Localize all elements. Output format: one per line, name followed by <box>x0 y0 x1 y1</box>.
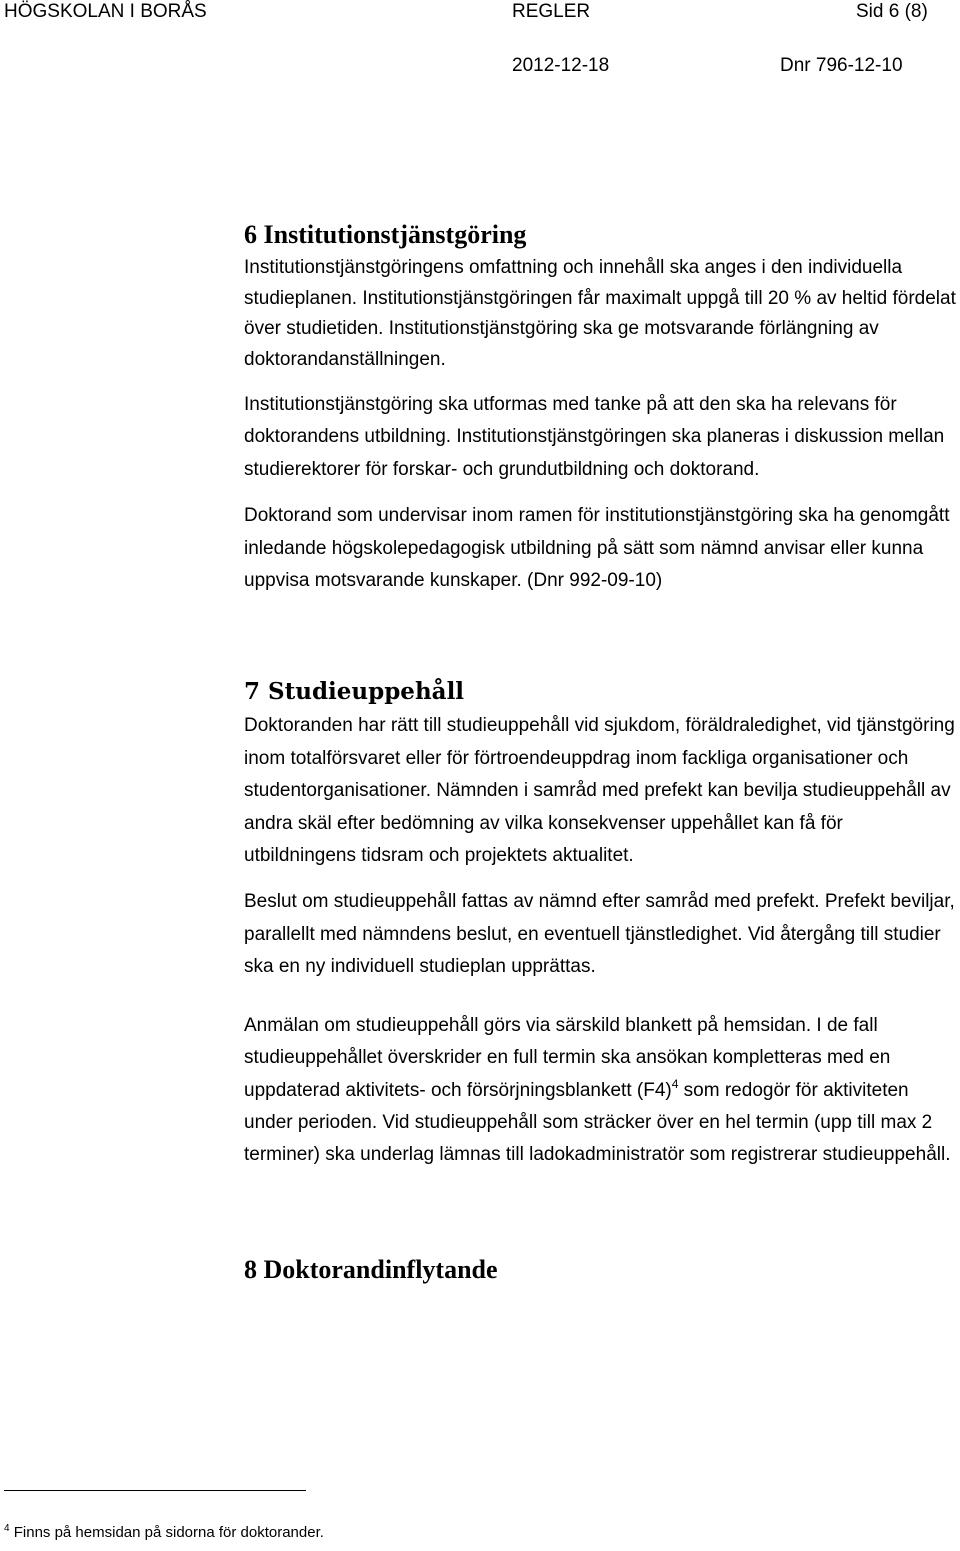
section-6-heading: 6 Institutionstjänstgöring <box>244 220 527 249</box>
section-8-heading: 8 Doktorandinflytande <box>244 1254 498 1284</box>
section-7-heading: 7 Studieuppehåll <box>244 678 465 706</box>
paragraph-text: Anmälan om studieuppehåll görs via särskild blankett på hemsidan. I de fall studieuppehållet överskrider en full termin ska ansökan kompletteras med en uppdaterad aktivitets- och försörjningsblankett (F4) <box>244 1014 891 1101</box>
section-6-paragraph-3: Doktorand som undervisar inom ramen för institutionstjänstgöring ska ha genomgått inledande högskolepedagogisk utbildning på sätt som nämnd anvisar eller kunna uppvisa motsvarande kunskaper. (Dnr 992-09-10) <box>244 505 950 592</box>
footnote-number: 4 <box>4 1523 10 1534</box>
section-7-paragraph-2: Beslut om studieuppehåll fattas av nämnd efter samråd med prefekt. Prefekt beviljar, parallellt med nämndens beslut, en eventuell tjänstledighet. Vid återgång till studier ska en ny individuell studieplan upprättas. <box>244 891 955 978</box>
footnote-separator <box>4 1490 306 1491</box>
header-organization: HÖGSKOLAN I BORÅS <box>4 1 207 22</box>
paragraph-text: som redogör för aktiviteten under perioden. Vid studieuppehåll som sträcker över en hel termin (upp till max 2 terminer) ska underlag lämnas till ladokadministratör som registrerar studieuppehåll. <box>244 1079 951 1166</box>
header-registration-number: Dnr 796-12-10 <box>780 55 903 76</box>
section-7-paragraph-3 <box>244 1010 956 1172</box>
footnote-text: Finns på hemsidan på sidorna för doktorander. <box>9 1524 324 1541</box>
document-body <box>244 215 956 1288</box>
header-page-number: Sid 6 (8) <box>856 1 928 22</box>
section-6-paragraph-1: Institutionstjänstgöringens omfattning och innehåll ska anges i den individuella studieplanen. Institutionstjänstgöringen får maximalt uppgå till 20 % av heltid fördelat över studietiden. Institutionstjänstgöring ska ge motsvarande förlängning av doktorandanställningen. <box>244 257 956 370</box>
section-6-paragraph-2: Institutionstjänstgöring ska utformas med tanke på att den ska ha relevans för doktorandens utbildning. Institutionstjänstgöringen ska planeras i diskussion mellan studierektorer för forskar- och grundutbildning och doktorand. <box>244 394 945 480</box>
footnote-reference[interactable]: 4 <box>671 1076 679 1091</box>
section-7-paragraph-1: Doktoranden har rätt till studieuppehåll vid sjukdom, föräldraledighet, vid tjänstgöring inom totalförsvaret eller för förtroendeuppdrag inom fackliga organisationer och studentorganisationer. Nämnden i samråd med prefekt kan bevilja studieuppehåll av andra skäl efter bedömning av vilka konsekvenser uppehållet kan få för utbildningens tidsram och projektets aktualitet. <box>244 715 955 867</box>
header-document-type: REGLER <box>512 1 591 22</box>
header-date: 2012-12-18 <box>512 55 610 76</box>
footnote <box>4 1522 324 1544</box>
